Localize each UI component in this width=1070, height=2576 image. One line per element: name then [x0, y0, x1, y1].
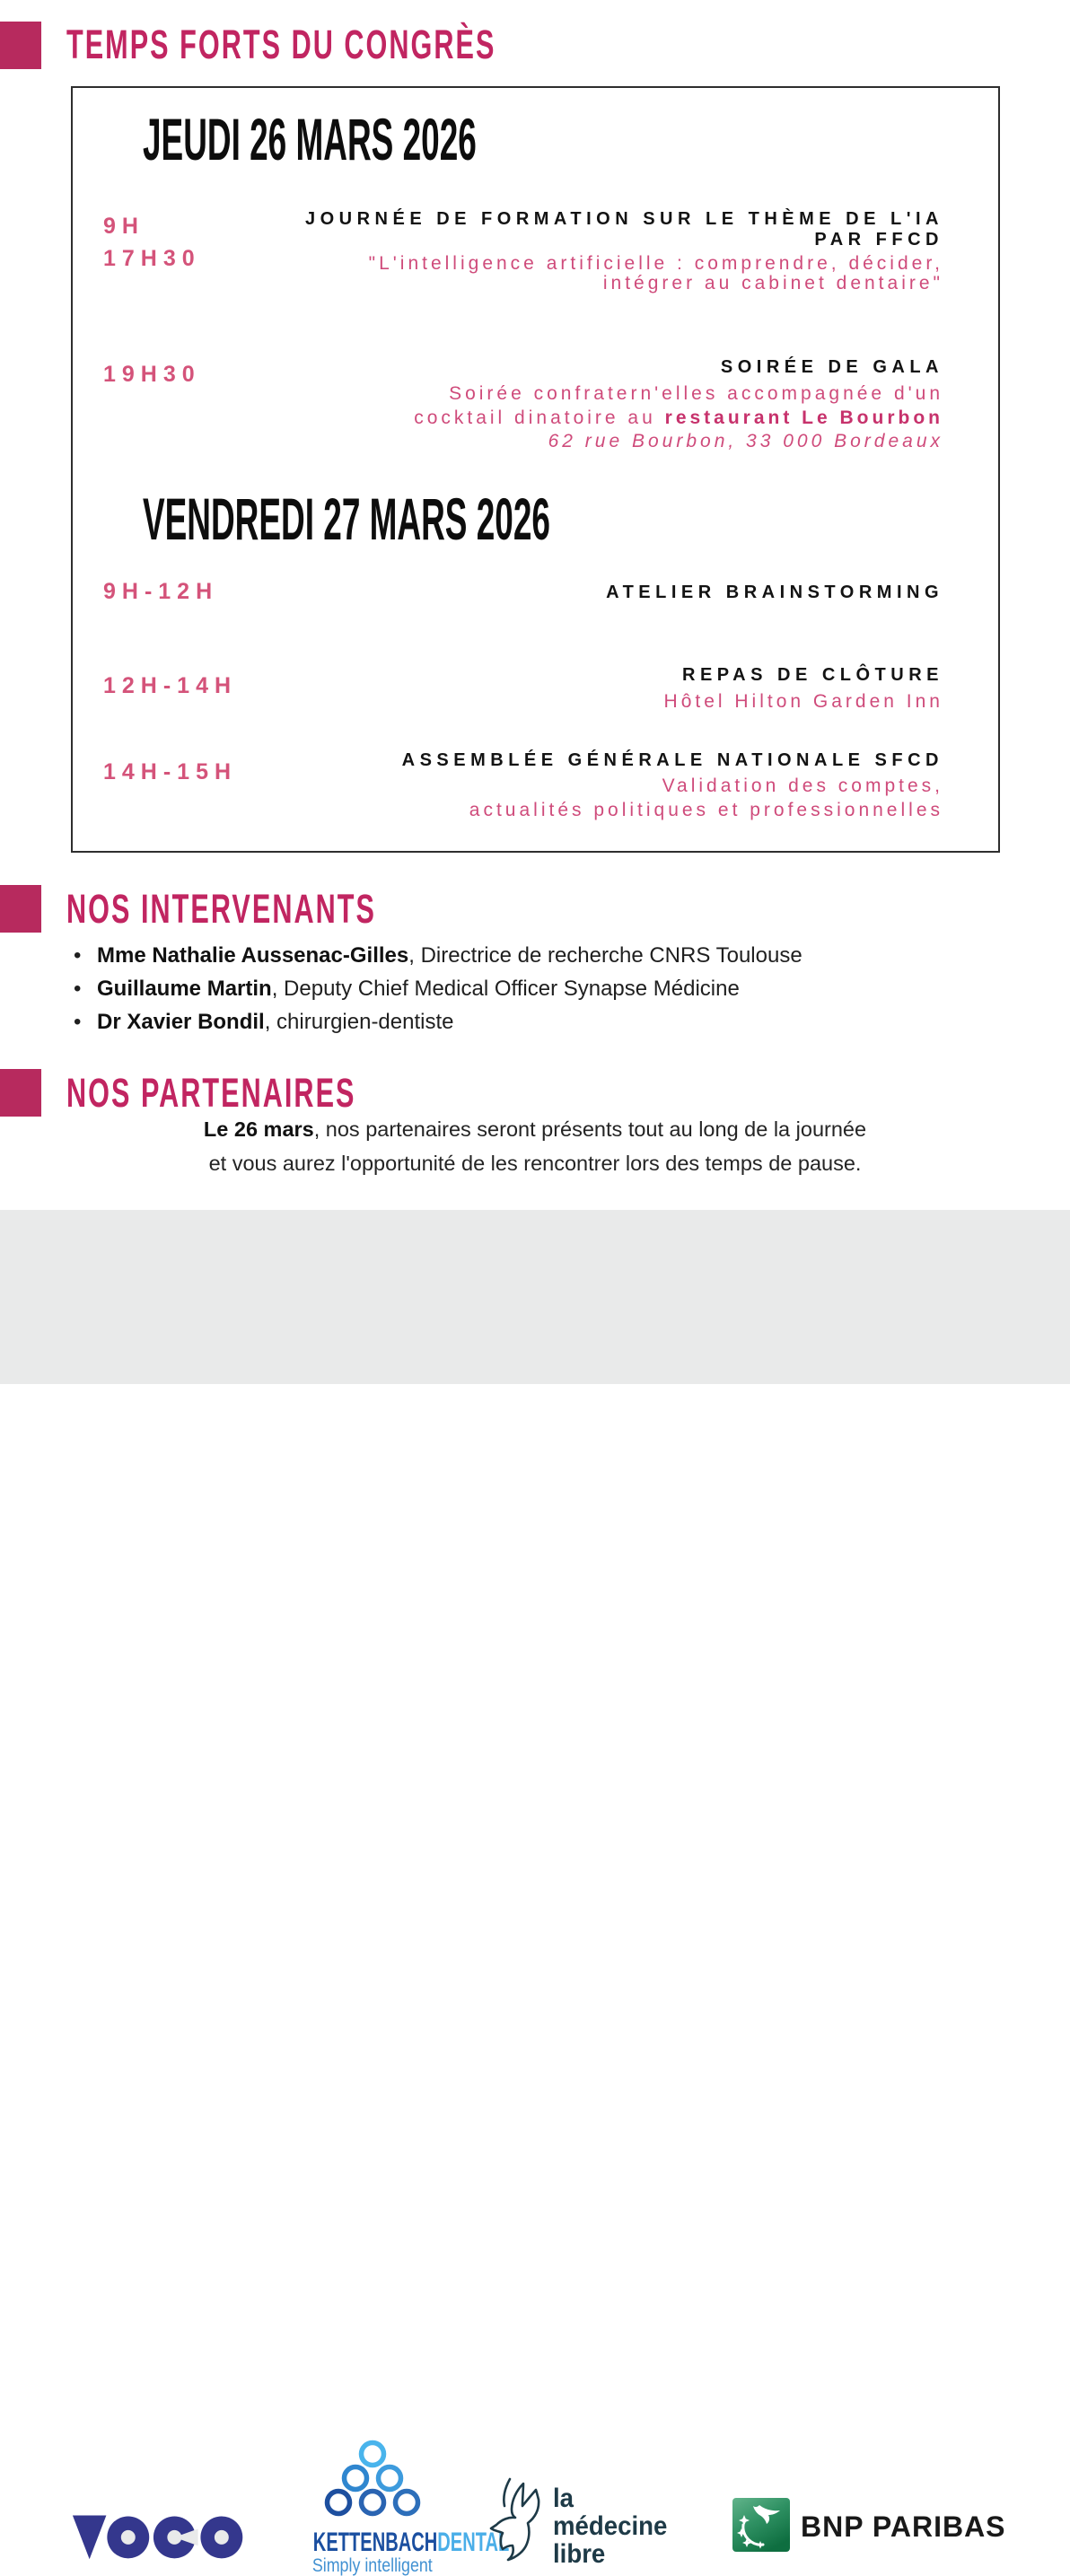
- speaker-name: Dr Xavier Bondil: [97, 1010, 265, 1034]
- section-title-temps-forts: TEMPS FORTS DU CONGRÈS: [66, 22, 496, 67]
- event-desc: "L'intelligence artificielle : comprendre, décider,: [368, 253, 943, 274]
- event-title: PAR FFCD: [814, 230, 943, 250]
- event-title: REPAS DE CLÔTURE: [682, 665, 943, 685]
- kettenbach-dental-wordmark: DENTAL: [437, 2528, 510, 2557]
- bnp-paribas-wordmark: BNP PARIBAS: [801, 2510, 1006, 2543]
- medecine-libre-line: libre: [553, 2539, 606, 2569]
- medecine-libre-line: médecine: [553, 2511, 668, 2541]
- section-marker: [0, 885, 41, 933]
- event-time: 14H-15H: [103, 759, 238, 784]
- day-heading-vendredi: VENDREDI 27 MARS 2026: [143, 486, 550, 552]
- medecine-libre-line: la: [553, 2484, 574, 2513]
- list-item: [74, 972, 802, 1005]
- speaker-role: , chirurgien-dentiste: [264, 1010, 454, 1034]
- event-desc: actualités politiques et professionnelles: [469, 800, 943, 820]
- kettenbach-circles-icon: [320, 2440, 425, 2519]
- voco-logo-icon: [72, 2509, 246, 2563]
- event-time: 12H-14H: [103, 673, 238, 698]
- bullet-icon: •: [74, 943, 82, 968]
- event-time-line: 17H30: [103, 246, 201, 271]
- event-desc: Hôtel Hilton Garden Inn: [663, 691, 943, 712]
- speaker-name: Mme Nathalie Aussenac-Gilles: [97, 943, 409, 968]
- event-desc: Soirée confratern'elles accompagnée d'un: [449, 383, 943, 404]
- schedule-box: [71, 86, 1000, 853]
- partner-logos-band: [0, 1210, 1070, 2576]
- partners-intro: [59, 1113, 1011, 1180]
- day-heading-jeudi: JEUDI 26 MARS 2026: [143, 106, 477, 172]
- event-title: ASSEMBLÉE GÉNÉRALE NATIONALE SFCD: [401, 750, 943, 770]
- event-time-line: 9H: [103, 214, 145, 239]
- event-time: 9H-12H: [103, 579, 219, 604]
- kettenbach-logo: [265, 2528, 510, 2557]
- section-title-intervenants: NOS INTERVENANTS: [66, 886, 376, 932]
- kettenbach-tagline: Simply intelligent: [312, 2555, 433, 2576]
- bullet-icon: •: [74, 977, 82, 1001]
- bullet-icon: •: [74, 1010, 82, 1034]
- speaker-role: , Deputy Chief Medical Officer Synapse Médicine: [271, 977, 740, 1001]
- partners-intro-line: [59, 1113, 1011, 1147]
- kettenbach-wordmark: KETTENBACH: [312, 2528, 438, 2557]
- event-time: 19H30: [103, 362, 201, 387]
- event-desc: intégrer au cabinet dentaire": [602, 273, 943, 294]
- event-title: SOIRÉE DE GALA: [720, 357, 943, 377]
- event-title: JOURNÉE DE FORMATION SUR LE THÈME DE L'IA: [304, 209, 943, 229]
- event-address: 62 rue Bourbon, 33 000 Bordeaux: [548, 431, 943, 451]
- event-desc-text: cocktail dinatoire au: [414, 407, 665, 428]
- section-marker: [0, 22, 41, 69]
- partners-intro-line: et vous aurez l'opportunité de les rencontrer lors des temps de pause.: [208, 1151, 862, 1175]
- intro-date: Le 26 mars: [203, 1117, 314, 1141]
- event-desc-venue: restaurant Le Bourbon: [664, 407, 943, 428]
- intro-text: , nos partenaires seront présents tout au long de la journée: [313, 1117, 867, 1141]
- section-marker: [0, 1069, 41, 1117]
- medecine-libre-logo: [553, 2484, 667, 2568]
- event-desc: [180, 407, 943, 429]
- list-item: [74, 939, 802, 972]
- dove-icon: [486, 2476, 547, 2561]
- event-desc: Validation des comptes,: [662, 775, 943, 796]
- event-title: ATELIER BRAINSTORMING: [606, 583, 943, 602]
- list-item: [74, 1005, 802, 1038]
- speakers-list: [74, 939, 802, 1038]
- section-title-partenaires: NOS PARTENAIRES: [66, 1070, 356, 1116]
- speaker-role: , Directrice de recherche CNRS Toulouse: [408, 943, 802, 968]
- speaker-name: Guillaume Martin: [97, 977, 272, 1001]
- bnp-emblem-icon: [732, 2498, 790, 2552]
